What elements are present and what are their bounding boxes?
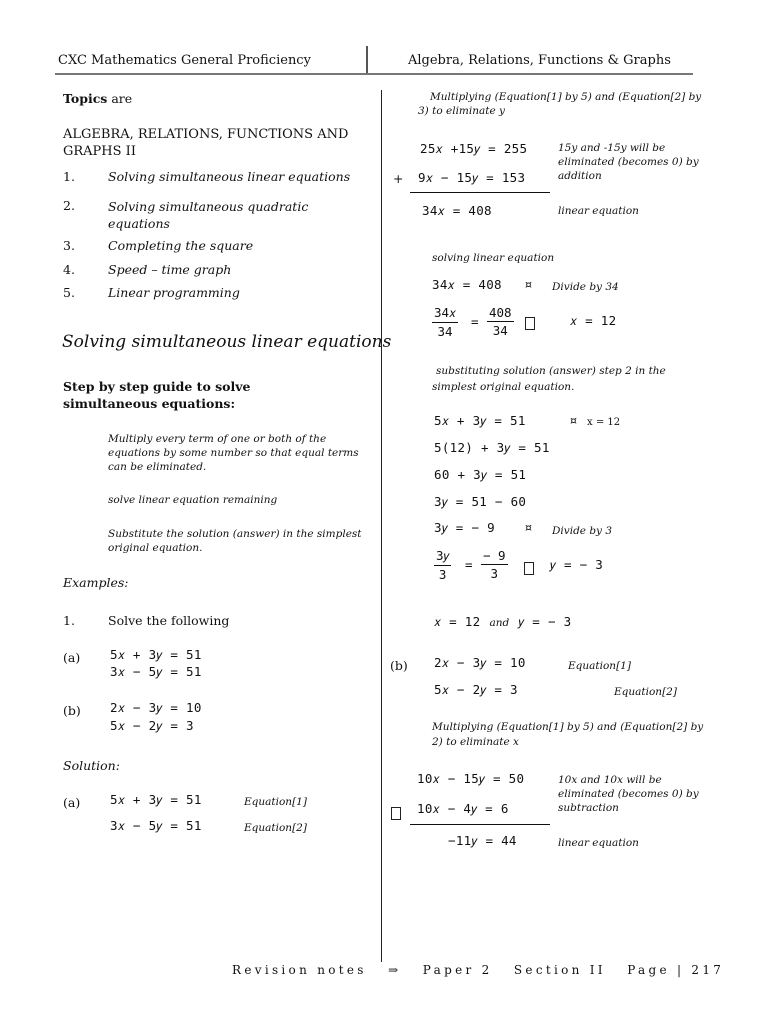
eq-b1-right: 2𝑥 − 3𝑦 = 10 bbox=[434, 655, 526, 670]
eq-a1: 5𝑥 + 3𝑦 = 51 bbox=[110, 647, 202, 662]
eq-t2: 5(12) + 3𝑦 = 51 bbox=[434, 440, 550, 455]
solution-eq2: 3𝑥 − 5𝑦 = 51 bbox=[110, 818, 202, 833]
x-result: 𝑥 = 12 bbox=[570, 313, 617, 328]
part-b-right-label: (b) bbox=[390, 658, 408, 673]
step-3: Substitute the solution (answer) in the simplest original equation. bbox=[108, 528, 362, 554]
frac-neg9 bbox=[481, 548, 508, 581]
topic-num-4: 4. bbox=[63, 262, 75, 277]
eq-s1: 34𝑥 = 408 bbox=[432, 277, 502, 292]
sum-rule-1 bbox=[410, 192, 550, 193]
implies-box-icon bbox=[525, 314, 535, 333]
guide-heading: Step by step guide to solve simultaneous equations: bbox=[63, 379, 251, 411]
arrow-icon-2: ¤ bbox=[570, 414, 577, 427]
part-a-label: (a) bbox=[63, 650, 81, 665]
final-y: 𝑦 = − 3 bbox=[518, 614, 572, 629]
section-heading: ALGEBRA, RELATIONS, FUNCTIONS AND GRAPHS II bbox=[63, 127, 349, 159]
example-num: 1. bbox=[63, 613, 75, 628]
eq-r3-note: linear equation bbox=[558, 205, 639, 217]
topics-line bbox=[63, 91, 132, 106]
final-x: 𝑥 = 12 bbox=[434, 614, 481, 629]
final-answer bbox=[434, 611, 571, 630]
frac-eq-sign-1: = bbox=[471, 314, 479, 329]
frac-408-num: 408 bbox=[489, 305, 512, 320]
solving-note: solving linear equation bbox=[432, 252, 555, 264]
mult-note: Multiplying (Equation[1] by 5) and (Equation[2] by 3) to eliminate y bbox=[418, 91, 702, 117]
final-and: and bbox=[489, 617, 510, 629]
eq-b2-right: 5𝑥 − 2𝑦 = 3 bbox=[434, 682, 518, 697]
example-text: Solve the following bbox=[108, 613, 230, 628]
header-left: CXC Mathematics General Proficiency bbox=[58, 53, 311, 68]
header-divider bbox=[366, 46, 368, 73]
eq-b2-right-label: Equation[2] bbox=[614, 686, 677, 698]
solution-eq1-label: Equation[1] bbox=[244, 796, 307, 808]
eq-r2: 9𝑥 − 15𝑦 = 153 bbox=[418, 170, 526, 185]
arrow-icon-3: ¤ bbox=[525, 521, 532, 534]
eq-b1: 2𝑥 − 3𝑦 = 10 bbox=[110, 700, 202, 715]
eq-t5-note: Divide by 3 bbox=[552, 525, 613, 537]
column-divider bbox=[381, 90, 382, 962]
frac-3y-num: 3𝑦 bbox=[434, 548, 451, 566]
mult-note-b: Multiplying (Equation[1] by 5) and (Equation[2] by 2) to eliminate x bbox=[432, 721, 704, 748]
eq-t4: 3𝑦 = 51 − 60 bbox=[434, 494, 527, 509]
frac-34x-den: 34 bbox=[437, 324, 453, 339]
eq-r3: 34𝑥 = 408 bbox=[422, 203, 492, 218]
header-right: Algebra, Relations, Functions & Graphs bbox=[408, 53, 671, 68]
header-rule bbox=[55, 73, 693, 75]
eq-a2: 3𝑥 − 5𝑦 = 51 bbox=[110, 664, 202, 679]
frac-eq-sign-2: = bbox=[465, 557, 473, 572]
eq-s1-note: Divide by 34 bbox=[552, 281, 619, 293]
eq-c2: 10𝑥 − 4𝑦 = 6 bbox=[417, 801, 509, 816]
solution-label: Solution: bbox=[63, 758, 120, 773]
eq-c1-note: 10x and 10x will be eliminated (becomes 0) by subtraction bbox=[558, 774, 699, 814]
minus-box-icon bbox=[391, 804, 401, 823]
eq-r1-note: 15y and -15y will be eliminated (becomes 0) by addition bbox=[558, 142, 699, 182]
eq-t1: 5𝑥 + 3𝑦 = 51 bbox=[434, 413, 526, 428]
topic-text-1: Solving simultaneous linear equations bbox=[108, 169, 351, 184]
topic-num-3: 3. bbox=[63, 238, 75, 253]
frac-34x bbox=[432, 305, 458, 339]
eq-c3-note: linear equation bbox=[558, 837, 639, 849]
solution-eq2-label: Equation[2] bbox=[244, 822, 307, 834]
topics-label: Topics bbox=[63, 91, 108, 106]
eq-c3: −11𝑦 = 44 bbox=[448, 833, 517, 848]
eq-b1-right-label: Equation[1] bbox=[568, 660, 631, 672]
topic-text-2: Solving simultaneous quadratic equations bbox=[108, 199, 309, 231]
arrow-icon: ¤ bbox=[525, 278, 532, 291]
frac-3y-den: 3 bbox=[438, 567, 447, 582]
implies-box-icon-2 bbox=[524, 559, 534, 578]
subtitle: Solving simultaneous linear equations bbox=[62, 332, 392, 352]
y-result: 𝑦 = − 3 bbox=[550, 557, 604, 572]
part-b-label: (b) bbox=[63, 703, 81, 718]
frac-408-den: 34 bbox=[492, 323, 508, 338]
step-1: Multiply every term of one or both of the equations by some number so that equal terms can be eliminated. bbox=[108, 433, 359, 473]
eq-t3: 60 + 3𝑦 = 51 bbox=[434, 467, 527, 482]
topic-text-5: Linear programming bbox=[108, 285, 240, 300]
frac-3y bbox=[434, 548, 451, 582]
solution-eq1: 5𝑥 + 3𝑦 = 51 bbox=[110, 792, 202, 807]
plus-sign: + bbox=[393, 171, 404, 186]
eq-r1: 25𝑥 +15𝑦 = 255 bbox=[420, 141, 528, 156]
topic-text-3: Completing the square bbox=[108, 238, 254, 253]
examples-label: Examples: bbox=[63, 575, 129, 590]
sum-rule-2 bbox=[410, 824, 550, 825]
topics-suffix: are bbox=[111, 91, 133, 106]
topic-num-2: 2. bbox=[63, 198, 75, 213]
eq-b2: 5𝑥 − 2𝑦 = 3 bbox=[110, 718, 194, 733]
solution-a-label: (a) bbox=[63, 795, 81, 810]
eq-t1-note: x = 12 bbox=[587, 417, 621, 428]
frac-neg9-den: 3 bbox=[490, 566, 499, 581]
topic-num-5: 5. bbox=[63, 285, 75, 300]
footer: Revision notes ⇒ Paper 2 Section II Page | 217 bbox=[232, 963, 725, 977]
frac-408 bbox=[487, 305, 514, 338]
frac-34x-num: 34𝑥 bbox=[432, 305, 458, 323]
step-2: solve linear equation remaining bbox=[108, 494, 278, 506]
topic-text-4: Speed – time graph bbox=[108, 262, 232, 277]
subst-note: substituting solution (answer) step 2 in the simplest original equation. bbox=[432, 365, 666, 393]
eq-c1: 10𝑥 − 15𝑦 = 50 bbox=[417, 771, 525, 786]
frac-neg9-num: − 9 bbox=[483, 548, 506, 563]
eq-t5: 3𝑦 = − 9 bbox=[434, 520, 495, 535]
topic-num-1: 1. bbox=[63, 169, 75, 184]
